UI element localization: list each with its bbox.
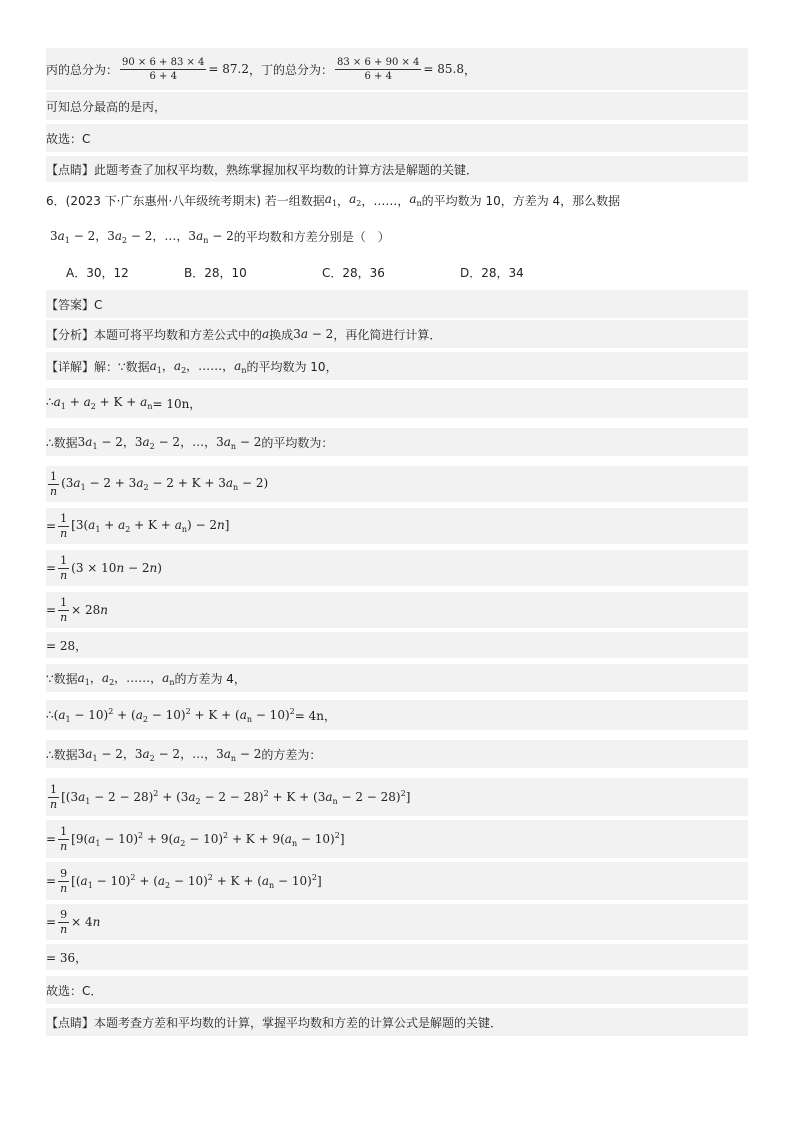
totals-line [46,48,748,90]
ding-result: = 85.8 [423,62,464,76]
var-sum-line [46,700,748,730]
trans-seq: $3a_1 - 2$，$3a_2 - 2$，…，$3a_n - 2$ [50,229,234,245]
answer-line [46,290,748,318]
detail-seq: $a_1$，$a_2$，……，$a_n$ [149,359,247,375]
comment-line-2 [46,1008,748,1036]
question-prefix: 6．(2023 下·广东惠州·八年级统考期末) 若一组数据 [46,193,325,208]
detail-prefix: 【详解】解：∵数据 [46,359,150,374]
ding-tail: ， [464,62,477,77]
mean-result: = 28， [46,638,88,653]
ding-label: ，丁的总分为： [249,62,334,77]
seq-mid: ，……， [361,193,410,208]
var-step-1: $\frac{1}{n}$ $[(3a_1 - 2 - 28)^2 + (3a_2 - 2 - 28)^2 + K + (3a_n - 2 - 28)^2]$ [46,778,748,816]
mean-step-4: = $\frac{1}{n}$ × 28n [46,592,748,628]
bing-result: = 87.2 [208,62,249,76]
var-intro-line [46,740,748,768]
var-step-4: = $\frac{9}{n}$ × 4n [46,904,748,940]
nine-over-n: $\frac{9}{n}$ [60,907,68,936]
ding-denominator: 6 + 4 [364,70,392,82]
ding-fraction [335,56,421,83]
var-intro-prefix: ∴数据 [46,747,78,762]
analysis-prefix: 【分析】本题可将平均数和方差公式中的 [46,327,263,342]
conclusion-text: 可知总分最高的是丙， [46,99,167,114]
detail-suffix: 的平均数为 10， [246,359,338,374]
var-sum-eq: = 4n， [294,708,336,723]
one-over-n: $\frac{1}{n}$ [50,782,58,811]
sum-line [46,388,748,418]
question-line-1: 6．(2023 下·广东惠州·八年级统考期末) 若一组数据 $a_1$ ， $a_2$ ，……， $a_n$ 的平均数为 10，方差为 4，那么数据 [46,192,621,208]
bing-denominator: 6 + 4 [149,70,177,82]
mean-step-2: = $\frac{1}{n}$ $[3(a_1 + a_2 + K + a_n) - 2n]$ [46,508,748,544]
var-result-line [46,944,748,970]
analysis-expr: 3a − 2 [293,327,334,341]
one-over-n: $\frac{1}{n}$ [60,553,68,582]
choice-text-1: 故选：C [46,131,91,146]
detail-line [46,352,748,380]
var-given-line [46,664,748,692]
seq-a1: $a_1$ [324,192,338,208]
option-b[interactable]: B．28，10 [184,265,247,280]
choice-line-2 [46,976,748,1004]
one-over-n: $\frac{1}{n}$ [60,511,68,540]
ding-numerator: 83 × 6 + 90 × 4 [337,56,420,68]
var-given-suffix: 的方差为 4， [174,671,246,686]
comment-text-1: 【点睛】此题考查了加权平均数，熟练掌握加权平均数的计算方法是解题的关键． [46,162,479,177]
bing-label: 丙的总分为： [46,62,119,77]
var-given-seq: $a_1$，$a_2$，……，$a_n$ [77,671,175,687]
mean-step-1: $\frac{1}{n}$ $(3a_1 - 2 + 3a_2 - 2 + K + 3a_n - 2)$ [46,466,748,502]
bing-numerator: 90 × 6 + 83 × 4 [122,56,205,68]
question-mean-text: 的平均数为 10，方差为 4，那么数据 [421,193,621,208]
comment-line-1 [46,156,748,182]
analysis-line [46,320,748,348]
options-line [46,258,748,286]
option-d[interactable]: D．28，34 [460,265,524,280]
analysis-a: a [262,327,270,341]
question-line2-text: 的平均数和方差分别是（ ） [233,229,390,244]
bing-fraction [120,56,206,83]
choice-text-2: 故选：C． [46,983,103,998]
var-intro-seq: $3a_1 - 2$，$3a_2 - 2$，…，$3a_n - 2$ [77,747,262,763]
option-a[interactable]: A．30，12 [66,265,129,280]
analysis-mid: 换成 [269,327,294,342]
answer-text: 【答案】C [46,297,103,312]
mean-intro-line [46,428,748,456]
comment-text-2: 【点睛】本题考查方差和平均数的计算，掌握平均数和方差的计算公式是解题的关键． [46,1015,503,1030]
analysis-suffix: ，再化简进行计算． [333,327,442,342]
var-sum-expr: $\therefore(a_1 - 10)^2 + (a_2 - 10)^2 + K + (a_n - 10)^2$ [46,706,295,724]
var-intro-suffix: 的方差为： [261,747,322,762]
seq-a2: $a_2$ [349,192,362,208]
mean-intro-suffix: 的平均数为： [261,435,334,450]
mean-step-3: = $\frac{1}{n}$ (3 × 10n − 2n) [46,550,748,586]
option-c[interactable]: C．28，36 [322,265,385,280]
one-over-n: $\frac{1}{n}$ [60,824,68,853]
nine-over-n: $\frac{9}{n}$ [60,866,68,895]
conclusion-line [46,92,748,120]
mean-intro-prefix: ∴数据 [46,435,78,450]
one-over-n: $\frac{1}{n}$ [60,595,68,624]
var-step-3: = $\frac{9}{n}$ $[(a_1 - 10)^2 + (a_2 - 10)^2 + K + (a_n - 10)^2]$ [46,862,748,900]
choice-line-1 [46,124,748,152]
seq-an: $a_n$ [409,192,422,208]
question-line-2 [46,222,748,250]
sum-expr: $\therefore a_1 + a_2 + K + a_n$ [46,395,153,411]
one-over-n: $\frac{1}{n}$ [50,469,58,498]
var-given-prefix: ∵数据 [46,671,78,686]
var-step-2: = $\frac{1}{n}$ $[9(a_1 - 10)^2 + 9(a_2 - 10)^2 + K + 9(a_n - 10)^2]$ [46,820,748,858]
sum-eq: = 10n， [152,396,202,411]
var-result: = 36， [46,950,88,965]
mean-result-line [46,632,748,658]
mean-intro-seq: $3a_1 - 2$，$3a_2 - 2$，…，$3a_n - 2$ [77,435,262,451]
